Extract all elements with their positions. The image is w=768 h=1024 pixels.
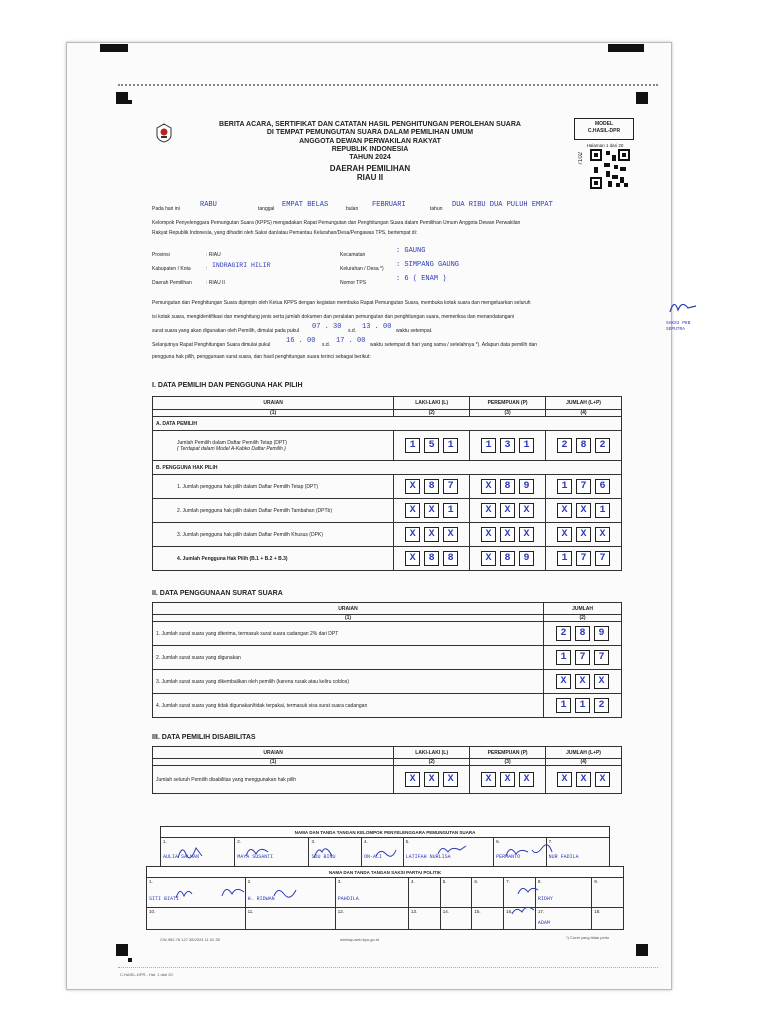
digit-box: 7 <box>575 650 590 665</box>
signature-number: 17. <box>537 909 545 914</box>
signature-name: MAYA SUSANTI <box>237 854 274 860</box>
footer-page-label: C.HASIL-DPR - Hal. 1 dari 20 <box>120 972 173 977</box>
header-title-line: ANGGOTA DEWAN PERWAKILAN RAKYAT <box>299 137 441 145</box>
digit-box: 6 <box>595 479 610 494</box>
signature-number: 7. <box>506 879 510 884</box>
digit-box: X <box>557 772 572 787</box>
margin-note-line: SEPUTRA <box>666 327 685 332</box>
digit-box: 8 <box>500 551 515 566</box>
signature-name: H. RIDWAN <box>247 896 275 902</box>
digit-box: X <box>500 503 515 518</box>
signature-number: 6. <box>474 879 479 884</box>
digit-box: 9 <box>519 479 534 494</box>
margin-signature <box>666 296 700 333</box>
col-laki-laki: LAKI-LAKI (L) <box>394 747 470 759</box>
digit-box: 1 <box>557 479 572 494</box>
table-row-label: 3. Jumlah pengguna hak pilih dalam Daftar Pemilih Khusus (DPK) <box>153 523 394 547</box>
kpps-signature-scribbles <box>176 842 556 862</box>
registration-mark <box>128 100 132 104</box>
col-uraian: URAIAN <box>153 603 544 615</box>
digit-box: X <box>424 503 439 518</box>
col-number: (1) <box>153 759 394 766</box>
row-p-cell <box>470 547 546 571</box>
row-l-cell <box>394 547 470 571</box>
col-number: (2) <box>544 615 622 622</box>
waktu-label: waktu setempat. <box>396 328 433 334</box>
row-l-cell <box>394 766 470 794</box>
signature-name: SOU BINU <box>311 854 336 860</box>
signature-number: 7. <box>548 839 553 844</box>
col-laki-laki: LAKI-LAKI (L) <box>394 397 470 410</box>
signature-number: 10. <box>149 909 156 914</box>
dpt-label: Jumlah Pemilih dalam Daftar Pemilih Tetap (DPT) <box>177 439 287 446</box>
registration-mark <box>636 944 648 956</box>
digit-box: 8 <box>500 479 515 494</box>
signature-number: 3. <box>311 839 316 844</box>
handwritten-tanggal: EMPAT BELAS <box>282 201 329 209</box>
page-number: Halaman 1 dari 20 <box>586 143 624 148</box>
signature-number: 2. <box>237 839 241 844</box>
signature-name: LATIFAH NURLISA <box>405 854 451 860</box>
row-l-cell <box>394 499 470 523</box>
signature-name: AULIA SALMAN <box>163 854 200 860</box>
kabupaten-label: Kabupaten / Kota <box>152 266 191 272</box>
saksi-signature-cell <box>592 908 624 930</box>
signature-number: 2. <box>247 879 252 884</box>
signature-number: 14. <box>442 909 449 914</box>
dpt-label-cell <box>153 431 394 461</box>
digit-box: 9 <box>594 626 609 641</box>
digit-box: X <box>500 772 515 787</box>
signature-name: SITI BIATI <box>149 896 180 902</box>
col-jumlah: JUMLAH (L+P) <box>546 747 622 759</box>
signature-number: 4. <box>363 839 368 844</box>
col-jumlah: JUMLAH (L+P) <box>546 397 622 410</box>
digit-box: X <box>595 772 610 787</box>
row-j-cell <box>546 475 622 499</box>
digit-box: X <box>424 772 439 787</box>
row-p-cell <box>470 766 546 794</box>
footer-small-mid: sirekap-web.kpu.go.id <box>340 937 379 942</box>
registration-mark <box>128 958 132 962</box>
row-j-cell <box>546 766 622 794</box>
digit-box: 1 <box>443 503 458 518</box>
row-value-cell <box>544 670 622 694</box>
header-title-line: BERITA ACARA, SERTIFIKAT DAN CATATAN HASIL PENGHITUNGAN PEROLEHAN SUARA <box>219 121 521 128</box>
model-label: MODEL <box>594 121 614 127</box>
registration-mark <box>636 92 648 104</box>
digit-box: 1 <box>519 438 534 453</box>
digit-box: X <box>405 479 420 494</box>
paragraph-line: Pemungutan dan Penghitungan Suara dipimpin oleh Ketua KPPS dengan kegiatan membuka Rapat Pemungutan Suara, membuka kotak suara dan mengeluarkan seluruh <box>152 300 531 306</box>
digit-box: X <box>405 551 420 566</box>
digit-box: X <box>576 527 591 542</box>
signature-number: 1. <box>163 839 167 844</box>
opening-pada-hari-ini: Pada hari ini <box>152 206 180 212</box>
digit-box: 7 <box>576 479 591 494</box>
margin-note-line: SAKSI PKB <box>666 321 691 326</box>
digit-box: 3 <box>500 438 515 453</box>
col-number: (4) <box>546 410 622 417</box>
dpt-sublabel: ( Terdapat dalam Model A-Kabko Daftar Pemilih ) <box>177 445 286 452</box>
handwritten-hari: RABU <box>200 201 217 209</box>
digit-box: X <box>576 503 591 518</box>
digit-box: X <box>519 772 534 787</box>
opening-tanggal-label: tanggal <box>258 206 275 212</box>
digit-box: 7 <box>576 551 591 566</box>
tape-mark <box>608 44 644 52</box>
signature-number: 15. <box>474 909 481 914</box>
row-p-cell <box>470 475 546 499</box>
digit-box: 1 <box>443 438 458 453</box>
digit-box: X <box>556 674 571 689</box>
col-number: (1) <box>153 410 394 417</box>
digit-box: 2 <box>557 438 572 453</box>
digit-box: 8 <box>424 479 439 494</box>
kelurahan-label: Kelurahan / Desa *) <box>340 266 384 272</box>
digit-box: X <box>481 503 496 518</box>
digit-box: X <box>557 527 572 542</box>
footer-small-left: CW-982.76.127.38/2024 11.02.35 <box>160 937 220 942</box>
signature-number: 8. <box>537 879 542 884</box>
digit-box: 1 <box>575 698 590 713</box>
row-value-cell <box>544 646 622 670</box>
signature-number: 16. <box>506 909 513 914</box>
opening-text-line: Rakyat Republik Indonesia, yang dihadiri oleh Saksi dan/atau Pemantau Kelurahan/Desa/Pengawas TPS, bertempat di: <box>152 230 418 236</box>
opening-text-line: Kelompok Penyelenggara Pemungutan Suara (KPPS) mengadakan Rapat Pemungutan dan Penghitungan Suara dalam Pemilihan Umum Anggota Dewan Perwakilan <box>152 220 521 226</box>
digit-box: 7 <box>443 479 458 494</box>
section-1-table <box>152 396 622 571</box>
paragraph-line: isi kotak suara, mengidentifikasi dan menghitung jenis serta jumlah dokumen dan peralatan pemungutan dan penghitungan suara, memeriksa dan menandatangani <box>152 314 515 320</box>
digit-box: X <box>557 503 572 518</box>
digit-box: 8 <box>576 438 591 453</box>
digit-box: 8 <box>443 551 458 566</box>
digit-box: 1 <box>595 503 610 518</box>
digit-box: 8 <box>424 551 439 566</box>
row-j-cell <box>546 523 622 547</box>
handwritten-tahun: DUA RIBU DUA PULUH EMPAT <box>452 201 553 209</box>
row-j-cell <box>546 547 622 571</box>
saksi-signature-title: NAMA DAN TANDA TANGAN SAKSI PARTAI POLITIK <box>147 867 624 878</box>
section-1-title: I. DATA PEMILIH DAN PENGGUNA HAK PILIH <box>152 382 303 389</box>
margin-signature-scribble <box>666 296 700 316</box>
col-number: (2) <box>394 759 470 766</box>
signature-number: 3. <box>337 879 342 884</box>
document-header <box>180 121 560 182</box>
digit-box: X <box>424 527 439 542</box>
signature-name: PAHDILA <box>337 896 359 902</box>
digit-box: X <box>519 503 534 518</box>
signature-name: ADAM <box>537 920 550 926</box>
table-row-label: 1. Jumlah surat suara yang diterima, termasuk surat suara cadangan 2% dari DPT <box>153 622 544 646</box>
digit-box: X <box>405 772 420 787</box>
col-uraian: URAIAN <box>153 747 394 759</box>
col-number: (2) <box>394 410 470 417</box>
col-perempuan: PEREMPUAN (P) <box>470 397 546 410</box>
signature-number: 13. <box>410 909 418 914</box>
digit-box: X <box>519 527 534 542</box>
handwritten-jam2-mulai: 16 . 00 <box>286 337 316 345</box>
region-value: RIAU II <box>356 172 384 182</box>
digit-box: X <box>594 674 609 689</box>
opening-tahun-label: tahun <box>430 206 443 212</box>
table-row-label: 2. Jumlah pengguna hak pilih dalam Daftar Pemilih Tambahan (DPTb) <box>153 499 394 523</box>
dpt-l-cell <box>394 431 470 461</box>
header-title-line: TAHUN 2024 <box>349 154 391 162</box>
signature-number: 1. <box>149 879 153 884</box>
digit-box: X <box>481 479 496 494</box>
digit-box: X <box>405 503 420 518</box>
row-value-cell <box>544 694 622 718</box>
provinsi-label: Provinsi <box>152 252 170 258</box>
dapil-value: : RIAU II <box>206 280 225 286</box>
signature-name: RIDHY <box>537 896 553 902</box>
registration-mark <box>116 92 128 104</box>
digit-box: X <box>443 527 458 542</box>
digit-box: 5 <box>424 438 439 453</box>
kpps-signature-title: NAMA DAN TANDA TANGAN KELOMPOK PENYELENGGARA PEMUNGUTAN SUARA <box>161 827 610 838</box>
table-row-label: 1. Jumlah pengguna hak pilih dalam Daftar Pemilih Tetap (DPT) <box>153 475 394 499</box>
row-j-cell <box>546 499 622 523</box>
paragraph-line: surat suara yang akan digunakan oleh Pemilih, dimulai pada pukul <box>152 328 300 334</box>
digit-box: X <box>500 527 515 542</box>
digit-box: 1 <box>556 698 571 713</box>
signature-number: 11. <box>247 909 254 914</box>
top-dotted-divider <box>118 84 658 86</box>
digit-box: 2 <box>556 626 571 641</box>
col-jumlah: JUMLAH <box>544 603 622 615</box>
col-number: (1) <box>153 615 544 622</box>
digit-box: 1 <box>556 650 571 665</box>
table-row-label: 2. Jumlah surat suara yang digunakan <box>153 646 544 670</box>
row-value-cell <box>544 622 622 646</box>
saksi-signature-cell <box>592 878 624 908</box>
handwritten-jam-mulai: 07 . 30 <box>312 323 342 331</box>
digit-box: X <box>576 772 591 787</box>
col-perempuan: PEREMPUAN (P) <box>470 747 546 759</box>
region-label: DAERAH PEMILIHAN <box>329 164 411 174</box>
table-row-label: 4. Jumlah surat suara yang tidak digunakan/tidak terpakai, termasuk sisa surat suara cadangan <box>153 694 544 718</box>
handwritten-kelurahan: : SIMPANG GAUNG <box>396 261 460 269</box>
signature-number: 5. <box>405 839 410 844</box>
bottom-dotted-divider <box>118 967 658 968</box>
footer-note: *) Coret yang tidak perlu <box>566 935 610 940</box>
tps-label: Nomor TPS <box>340 280 367 286</box>
digit-box: 9 <box>519 551 534 566</box>
handwritten-jam-selesai: 13 . 00 <box>362 323 392 331</box>
handwritten-bulan: FEBRUARI <box>372 201 406 209</box>
digit-box: X <box>405 527 420 542</box>
digit-box: X <box>595 527 610 542</box>
section-2-title: II. DATA PENGGUNAAN SURAT SUARA <box>152 590 283 597</box>
digit-box: X <box>481 772 496 787</box>
opening-bulan-label: bulan <box>346 206 359 212</box>
signature-name: ON-ALI <box>363 854 382 860</box>
subsection-b-label: B. PENGGUNA HAK PILIH <box>153 461 622 475</box>
table-row-label: 4. Jumlah Pengguna Hak Pilih (B.1 + B.2 + B.3) <box>153 547 394 571</box>
provinsi-value: : RIAU <box>206 252 221 258</box>
model-code: C.HASIL-DPR <box>587 127 621 134</box>
kpu-logo-icon <box>156 123 172 143</box>
waktu-label: waktu setempat di hari yang sama / setelahnya *). Adapun data pemilih dan <box>370 342 538 348</box>
handwritten-tps: : 6 ( ENAM ) <box>396 275 447 283</box>
dpt-p-cell <box>470 431 546 461</box>
dapil-label: Daerah Pemilihan <box>152 280 192 286</box>
qr-code-icon <box>590 149 630 189</box>
signature-number: 12. <box>337 909 344 914</box>
registration-mark <box>116 944 128 956</box>
digit-box: 7 <box>594 650 609 665</box>
digit-box: X <box>443 772 458 787</box>
digit-box: 7 <box>595 551 610 566</box>
table-row-label: 3. Jumlah surat suara yang dikembalikan oleh pemilih (karena rusak atau keliru coblos) <box>153 670 544 694</box>
signature-name: NUR FADILA <box>548 854 579 860</box>
paragraph-line: Selanjutnya Rapat Penghitungan Suara dimulai pukul <box>152 342 271 348</box>
kecamatan-label: Kecamatan <box>340 252 366 258</box>
dpt-j-cell <box>546 431 622 461</box>
digit-box: 1 <box>481 438 496 453</box>
qr-code-text: 7102 <box>578 152 584 166</box>
model-box <box>574 118 634 140</box>
digit-box: 1 <box>405 438 420 453</box>
subsection-a-label: A. DATA PEMILIH <box>153 417 622 431</box>
digit-box: 8 <box>575 626 590 641</box>
sd-label: s.d. <box>322 342 331 348</box>
digit-box: X <box>575 674 590 689</box>
digit-box: 2 <box>595 438 610 453</box>
table-row-label: Jumlah seluruh Pemilih disabilitas yang menggunakan hak pilih <box>153 766 394 794</box>
digit-box: 2 <box>594 698 609 713</box>
col-number: (3) <box>470 759 546 766</box>
digit-box: 1 <box>557 551 572 566</box>
section-3-title: III. DATA PEMILIH DISABILITAS <box>152 734 256 741</box>
handwritten-jam2-selesai: 17 . 00 <box>336 337 366 345</box>
section-3-table <box>152 746 622 794</box>
row-p-cell <box>470 499 546 523</box>
signature-number: 4. <box>410 879 415 884</box>
signature-number: 18. <box>594 909 601 914</box>
digit-box: X <box>481 551 496 566</box>
sd-label: s.d. <box>348 328 357 334</box>
tape-mark <box>100 44 128 52</box>
signature-number: 9. <box>594 879 598 884</box>
col-number: (3) <box>470 410 546 417</box>
saksi-signature-scribbles <box>170 884 570 924</box>
signature-number: 6. <box>496 839 500 844</box>
paragraph-line: pengguna hak pilih, penggunaan surat suara, dan hasil penghitungan suara terinci sebagai berikut: <box>152 354 371 360</box>
col-number: (4) <box>546 759 622 766</box>
handwritten-kabupaten: INDRAGIRI HILIR <box>212 262 271 269</box>
row-p-cell <box>470 523 546 547</box>
digit-box: X <box>481 527 496 542</box>
col-uraian: URAIAN <box>153 397 394 410</box>
row-l-cell <box>394 523 470 547</box>
handwritten-kecamatan: : GAUNG <box>396 247 426 255</box>
section-2-table <box>152 602 622 718</box>
kabupaten-prefix: : <box>206 266 208 272</box>
row-l-cell <box>394 475 470 499</box>
header-title-line: REPUBLIK INDONESIA <box>331 145 409 153</box>
signature-name: PERMANTO <box>496 854 521 860</box>
header-title-line: DI TEMPAT PEMUNGUTAN SUARA DALAM PEMILIHAN UMUM <box>266 129 474 137</box>
signature-number: 5. <box>442 879 447 884</box>
